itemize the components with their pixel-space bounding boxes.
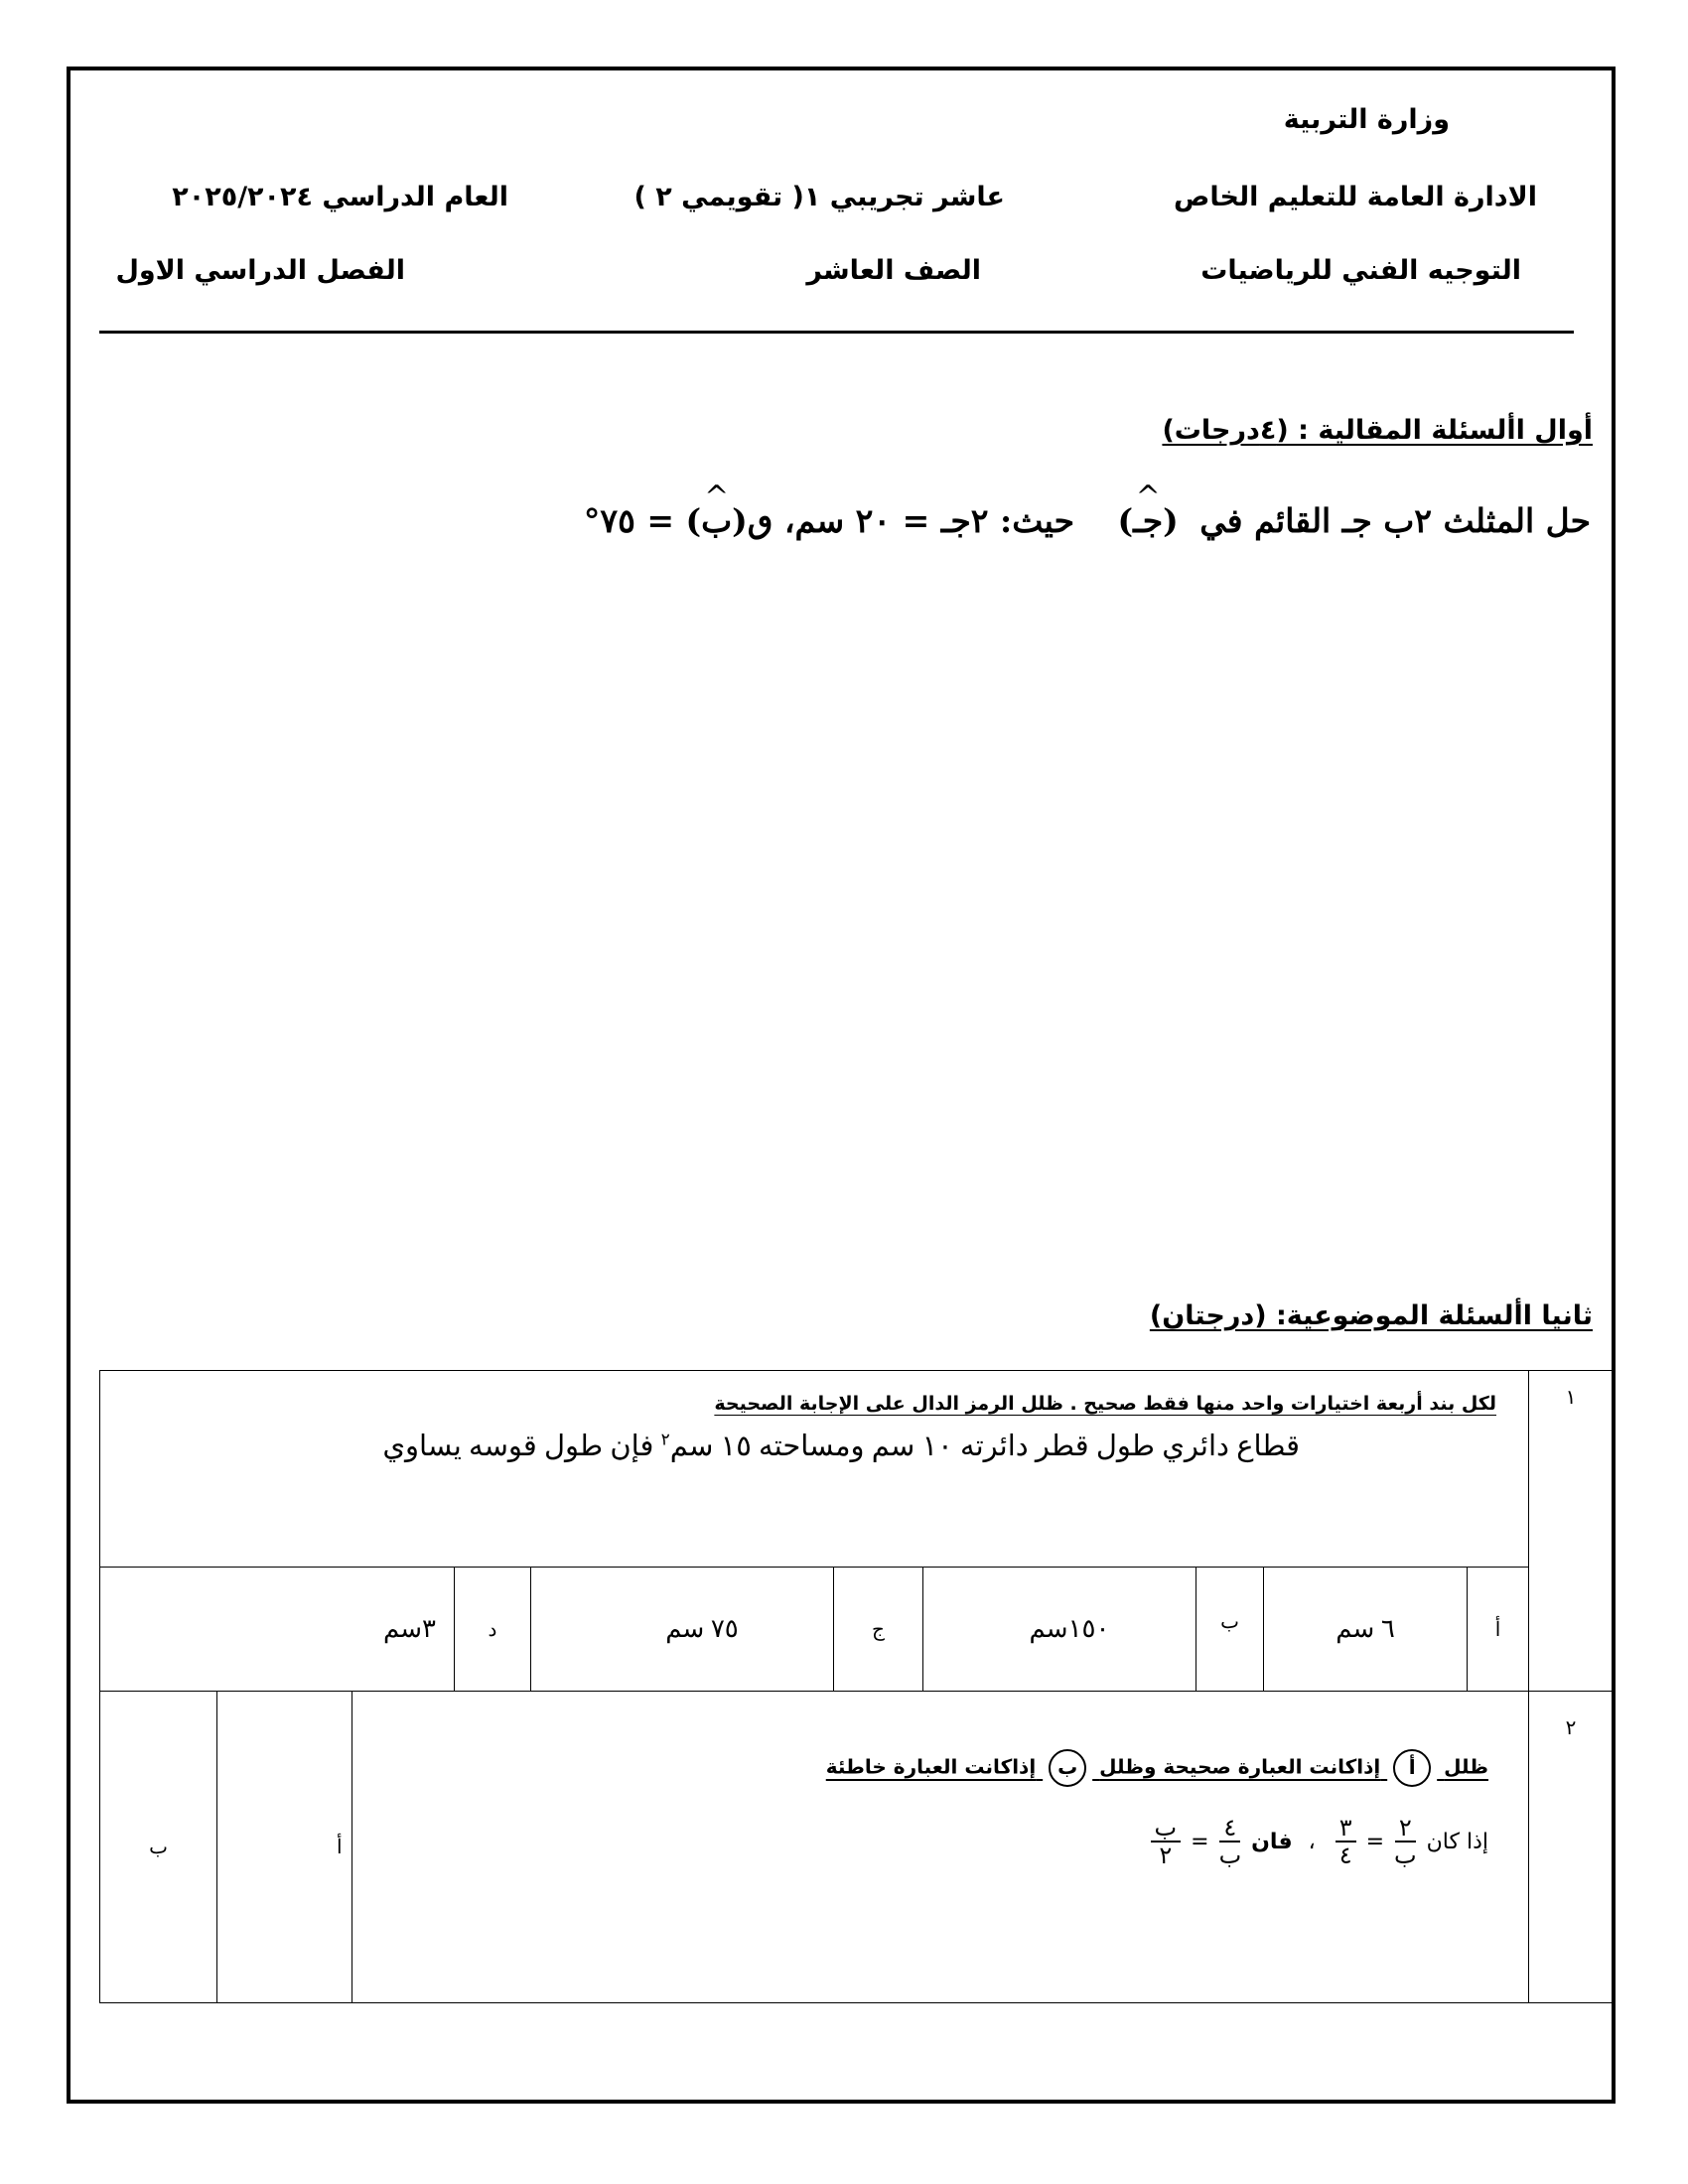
option-a-value[interactable]: ٦ سم [1264, 1568, 1468, 1692]
q1-question [100, 1429, 1300, 1463]
q2-then-word: فان [1251, 1829, 1293, 1854]
exam-title: عاشر تجريبي ١( تقويمي ٢ ) [633, 182, 1005, 212]
option-b-value[interactable]: ١٥٠سم [923, 1568, 1196, 1692]
q2-fraction-4: $\frac{\text{ب}}{٢}$ [1151, 1815, 1182, 1869]
circled-b-icon: ب [1049, 1749, 1086, 1787]
question-text-part2: حيث: ٢جـ = ٢٠ سم، ٯ( [732, 501, 1074, 540]
question-text-part3: ) = ٧٥° [583, 501, 702, 540]
q1-text-main: قطاع دائري طول قطر دائرته ١٠ سم ومساحته ١٥ سم [669, 1431, 1300, 1462]
department-name: الادارة العامة للتعليم الخاص [1174, 182, 1537, 212]
option-c-letter[interactable]: ج [834, 1568, 923, 1692]
q1-prompt-cell [100, 1371, 1529, 1568]
q2-number: ٢ [1529, 1692, 1614, 2003]
q2-comma: ، [1308, 1829, 1316, 1854]
semester-label: الفصل الدراسي الاول [115, 255, 405, 286]
q1-number: ١ [1529, 1371, 1614, 1692]
angle-b-symbol: ^ ب [701, 501, 732, 540]
option-c-value[interactable]: ٧٥ سم [531, 1568, 834, 1692]
q2-statement: إذا كان $\frac{٢}{\text{ب}}$ = $\frac{٣}{٤}$ ، فان $\frac{٤}{\text{ب}}$ = $\frac{\text{ب}}{٢}$ [352, 1815, 1488, 1869]
circled-a-icon: أ [1393, 1749, 1431, 1787]
option-a-letter[interactable]: أ [1468, 1568, 1529, 1692]
q1-superscript: ٢ [660, 1430, 670, 1449]
q1-text-end: فإن طول قوسه يساوي [382, 1431, 661, 1462]
q1-instruction: لكل بند أربعة اختيارات واحد منها فقط صحيح . ظلل الرمز الدال على الإجابة الصحيحة [714, 1393, 1496, 1415]
academic-year: العام الدراسي ٢٠٢٥/٢٠٢٤ [172, 182, 508, 212]
angle-c-symbol: ^ جـ [1133, 501, 1163, 540]
question-text-part1: حل المثلث ٢ب جـ القائم في [1199, 501, 1591, 540]
q2-if-word: إذا كان [1426, 1829, 1488, 1854]
q2-choice-b[interactable]: ب [100, 1692, 217, 2003]
objective-questions-table [99, 1370, 1614, 2003]
supervision-name: التوجيه الفني للرياضيات [1200, 255, 1521, 286]
header-divider [99, 331, 1574, 334]
grade-label: الصف العاشر [806, 255, 981, 286]
option-b-letter[interactable]: ب [1196, 1568, 1264, 1692]
option-d-letter[interactable]: د [455, 1568, 531, 1692]
q2-instruction: ظلل أ إذاكانت العبارة صحيحة وظلل ب إذاكانت العبارة خاطئة [352, 1749, 1488, 1787]
section2-heading: ثانيا األسئلة الموضوعية: (درجتان) [1149, 1300, 1593, 1331]
q2-fraction-1: $\frac{٢}{\text{ب}}$ [1394, 1814, 1417, 1870]
q2-fraction-2: $\frac{٣}{٤}$ [1336, 1815, 1356, 1869]
q2-fraction-3: $\frac{٤}{\text{ب}}$ [1218, 1814, 1242, 1870]
section1-heading: أوال األسئلة المقالية : (٤درجات) [1162, 415, 1593, 446]
q2-choice-a[interactable]: أ [217, 1692, 352, 2003]
q2-prompt-cell [352, 1692, 1529, 2003]
essay-question: حل المثلث ٢ب جـ القائم في (^ جـ) حيث: ٢جـ = ٢٠ سم، ٯ(^ ب) = ٧٥° [584, 501, 1591, 540]
ministry-name: وزارة التربية [1283, 104, 1450, 135]
option-d-value[interactable]: ٣سم [100, 1568, 455, 1692]
